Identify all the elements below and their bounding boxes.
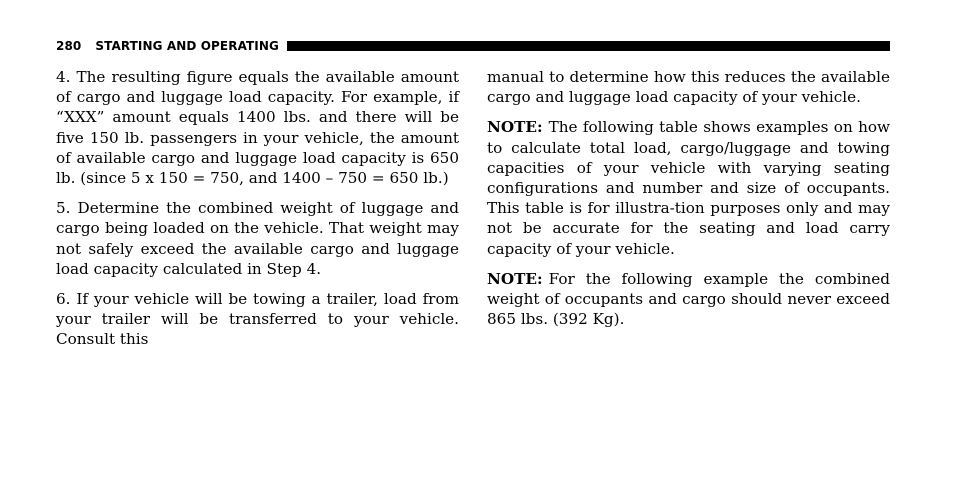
note-text: The following table shows examples on how to calculate total load, cargo/luggage and towing capacities of your vehicle with varying seating configurations and number and size of occupants. This table is for illustra-tion purposes only and may not be accurate for the seating and load carry capacity of your vehicle. [487, 118, 890, 258]
note-label: NOTE: [487, 269, 543, 288]
step-6-continuation: manual to determine how this reduces the available cargo and luggage load capacity of your vehicle. [487, 68, 890, 107]
step-4-paragraph: 4. The resulting figure equals the available amount of cargo and luggage load capacity. For example, if “XXX” amount equals 1400 lbs. and there will be five 150 lb. passengers in your vehicle, the amount of available cargo and luggage load capacity is 650 lb. (since 5 x 150 = 750, and 1400 – 750 = 650 lb.) [56, 68, 459, 188]
note-text: For the following example the combined weight of occupants and cargo should never exceed 865 lbs. (392 Kg). [487, 269, 890, 329]
page-number: 280 [56, 39, 82, 53]
right-column [487, 67, 890, 339]
note-label: NOTE: [487, 118, 543, 137]
note-table-paragraph [487, 117, 890, 258]
step-5-paragraph: 5. Determine the combined weight of luggage and cargo being loaded on the vehicle. That weight may not safely exceed the available cargo and luggage load capacity calculated in Step 4. [56, 199, 459, 278]
step-6-paragraph: 6. If your vehicle will be towing a trailer, load from your trailer will be transferred to your vehicle. Consult this [56, 290, 459, 349]
left-column [56, 67, 459, 360]
header-rule [287, 41, 890, 51]
page-header [56, 36, 890, 56]
section-title: STARTING AND OPERATING [95, 39, 279, 53]
note-weight-paragraph [487, 269, 890, 330]
